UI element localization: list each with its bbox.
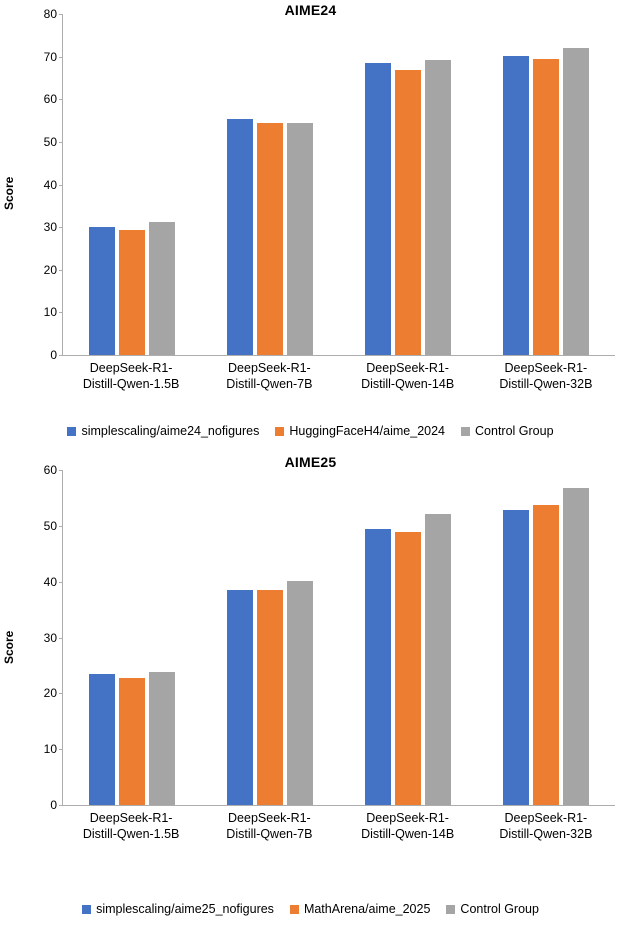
y-tick-mark xyxy=(59,526,63,527)
y-tick-mark xyxy=(59,312,63,313)
legend-label: simplescaling/aime24_nofigures xyxy=(81,424,260,438)
bar xyxy=(287,123,313,355)
legend-label: MathArena/aime_2025 xyxy=(303,902,431,916)
y-tick-label: 10 xyxy=(43,742,57,757)
chart-title-aime24: AIME24 xyxy=(284,2,337,18)
bar-group xyxy=(339,470,477,805)
legend-label: HuggingFaceH4/aime_2024 xyxy=(289,424,446,438)
y-tick-label: 40 xyxy=(43,574,57,589)
bar xyxy=(503,510,529,805)
bar xyxy=(563,48,589,355)
bar-groups-aime25 xyxy=(63,470,615,805)
bar xyxy=(89,674,115,805)
y-tick-mark xyxy=(59,270,63,271)
bar-group xyxy=(63,470,201,805)
y-tick-label: 30 xyxy=(43,630,57,645)
bar xyxy=(365,63,391,355)
bar-groups-aime24 xyxy=(63,14,615,355)
bar xyxy=(119,230,145,355)
bar xyxy=(395,532,421,805)
bar xyxy=(425,60,451,355)
bar xyxy=(89,227,115,355)
y-tick-mark xyxy=(59,470,63,471)
y-axis-label-aime25: Score xyxy=(2,630,16,664)
y-tick-mark xyxy=(59,142,63,143)
y-tick-label: 20 xyxy=(43,686,57,701)
y-tick-mark xyxy=(59,14,63,15)
bar xyxy=(227,590,253,805)
bar xyxy=(119,678,145,805)
legend-item[interactable] xyxy=(446,902,539,916)
legend-item[interactable] xyxy=(275,424,445,438)
category-label: DeepSeek-R1- Distill-Qwen-7B xyxy=(226,811,313,841)
legend-item[interactable] xyxy=(82,902,274,916)
y-tick-label: 60 xyxy=(43,463,57,477)
bar-group xyxy=(477,14,615,355)
legend-swatch-icon xyxy=(461,427,470,436)
plot-area-aime25 xyxy=(43,463,615,812)
category-label: DeepSeek-R1- Distill-Qwen-1.5B xyxy=(82,361,180,391)
bar-group xyxy=(477,470,615,805)
legend-item[interactable] xyxy=(461,424,554,438)
legend-swatch-icon xyxy=(290,905,299,914)
bar xyxy=(257,590,283,805)
y-tick-mark xyxy=(59,638,63,639)
y-tick-mark xyxy=(59,582,63,583)
bar-group xyxy=(339,14,477,355)
legend-aime25 xyxy=(0,902,621,916)
y-tick-label: 0 xyxy=(50,798,57,812)
legend-aime24 xyxy=(0,424,621,438)
legend-swatch-icon xyxy=(67,427,76,436)
legend-label: simplescaling/aime25_nofigures xyxy=(96,902,274,916)
legend-label: Control Group xyxy=(475,424,554,438)
legend-label: Control Group xyxy=(460,902,539,916)
bar xyxy=(533,59,559,355)
y-tick-label: 60 xyxy=(43,92,57,107)
bar-group xyxy=(201,470,339,805)
y-tick-label: 50 xyxy=(43,518,57,533)
y-tick-mark xyxy=(59,185,63,186)
category-label: DeepSeek-R1- Distill-Qwen-14B xyxy=(361,361,455,391)
legend-item[interactable] xyxy=(67,424,259,438)
bar xyxy=(503,56,529,355)
bar xyxy=(287,581,313,805)
bar xyxy=(425,514,451,805)
y-tick-label: 20 xyxy=(43,262,57,277)
category-label: DeepSeek-R1- Distill-Qwen-32B xyxy=(499,361,593,391)
category-labels-aime24 xyxy=(62,360,615,392)
y-tick-label: 40 xyxy=(43,177,57,192)
y-tick-label: 0 xyxy=(50,348,57,362)
bar-group xyxy=(63,14,201,355)
legend-swatch-icon xyxy=(275,427,284,436)
bar xyxy=(533,505,559,805)
category-label: DeepSeek-R1- Distill-Qwen-32B xyxy=(499,811,593,841)
x-axis-line-aime25 xyxy=(62,805,615,806)
chart-aime24 xyxy=(0,0,621,452)
y-tick-label: 50 xyxy=(43,134,57,149)
y-tick-label: 80 xyxy=(43,7,57,21)
bar xyxy=(563,488,589,805)
category-labels-aime25 xyxy=(62,810,615,842)
bar xyxy=(257,123,283,355)
legend-swatch-icon xyxy=(82,905,91,914)
legend-item[interactable] xyxy=(290,902,430,916)
legend-swatch-icon xyxy=(446,905,455,914)
bar xyxy=(227,119,253,355)
category-label: DeepSeek-R1- Distill-Qwen-1.5B xyxy=(82,811,180,841)
chart-aime25 xyxy=(0,452,621,931)
y-tick-label: 10 xyxy=(43,305,57,320)
y-tick-mark xyxy=(59,227,63,228)
y-tick-mark xyxy=(59,57,63,58)
chart-title-aime25: AIME25 xyxy=(284,454,337,470)
y-tick-mark xyxy=(59,99,63,100)
bar xyxy=(149,222,175,355)
y-tick-label: 30 xyxy=(43,220,57,235)
bar xyxy=(365,529,391,805)
x-axis-line-aime24 xyxy=(62,355,615,356)
y-axis-label-aime24: Score xyxy=(2,176,16,210)
bar xyxy=(395,70,421,355)
y-tick-mark xyxy=(59,693,63,694)
category-label: DeepSeek-R1- Distill-Qwen-14B xyxy=(361,811,455,841)
category-label: DeepSeek-R1- Distill-Qwen-7B xyxy=(226,361,313,391)
y-tick-mark xyxy=(59,749,63,750)
chart-divider xyxy=(0,447,621,448)
y-tick-label: 70 xyxy=(43,49,57,64)
bar-group xyxy=(201,14,339,355)
bar xyxy=(149,672,175,805)
